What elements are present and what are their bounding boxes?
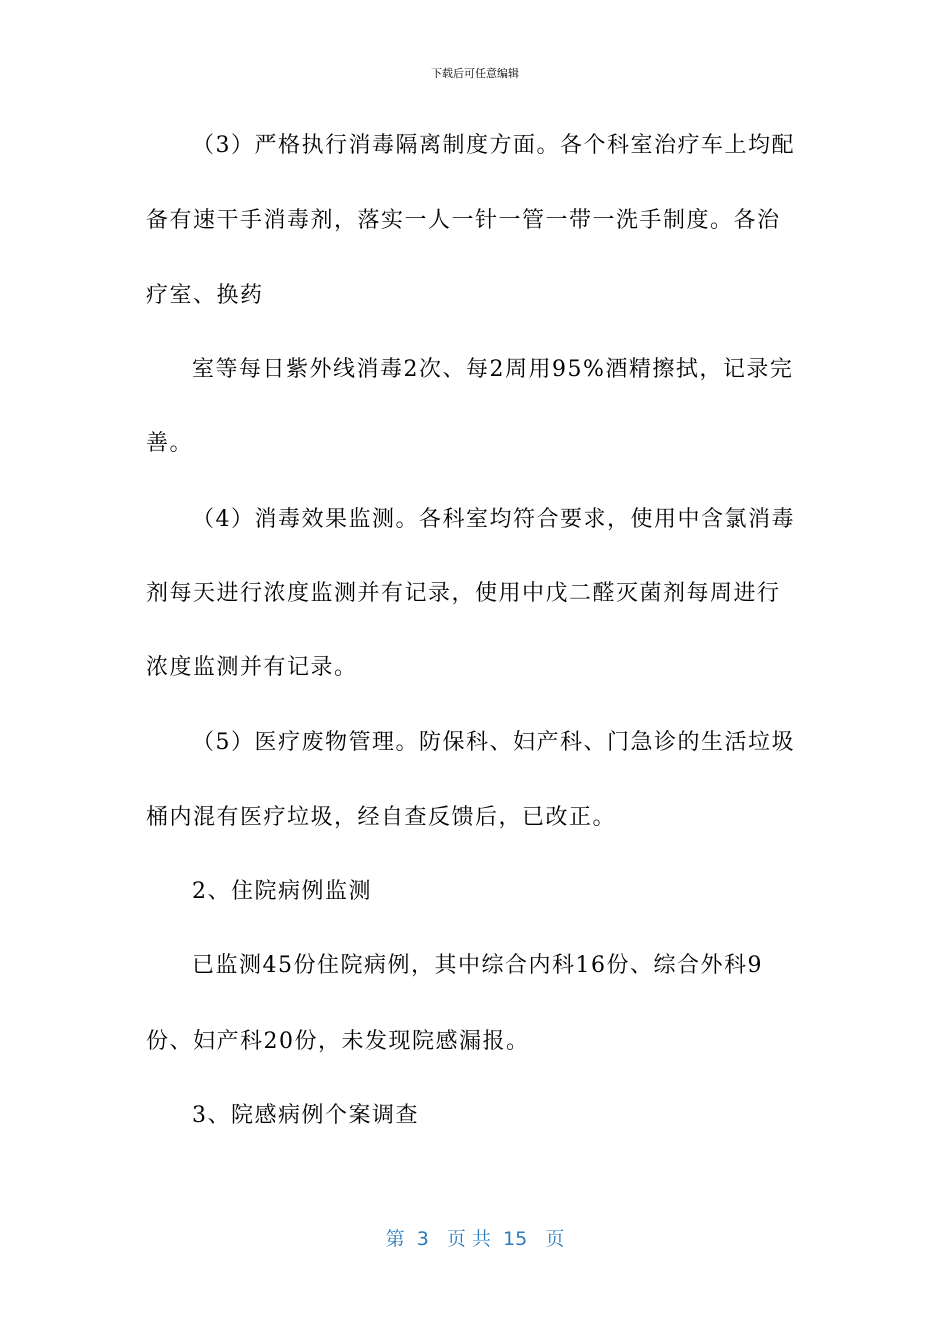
- header-note: 下载后可任意编辑: [431, 67, 519, 80]
- paragraph-line: 疗室、换药: [146, 283, 264, 308]
- paragraph-line: 份、妇产科20份，未发现院感漏报。: [146, 1029, 530, 1054]
- paragraph-line: （3）严格执行消毒隔离制度方面。各个科室治疗车上均配: [192, 133, 795, 158]
- page-number-footer: 第 3 页 共 15 页: [385, 1228, 565, 1250]
- paragraph-line: 浓度监测并有记录。: [146, 655, 358, 680]
- paragraph-line: 善。: [146, 431, 194, 456]
- paragraph-line: （5）医疗废物管理。防保科、妇产科、门急诊的生活垃圾: [192, 730, 795, 755]
- paragraph-line: 已监测45份住院病例，其中综合内科16份、综合外科9: [192, 953, 763, 978]
- section-heading: 3、院感病例个案调查: [192, 1103, 419, 1128]
- section-heading: 2、住院病例监测: [192, 879, 372, 904]
- paragraph-line: 备有速干手消毒剂，落实一人一针一管一带一洗手制度。各治: [146, 208, 781, 233]
- paragraph-line: 桶内混有医疗垃圾，经自查反馈后，已改正。: [146, 805, 617, 830]
- paragraph-line: 室等每日紫外线消毒2次、每2周用95%酒精擦拭，记录完: [192, 357, 794, 382]
- paragraph-line: （4）消毒效果监测。各科室均符合要求，使用中含氯消毒: [192, 507, 795, 532]
- paragraph-line: 剂每天进行浓度监测并有记录，使用中戊二醛灭菌剂每周进行: [146, 581, 781, 606]
